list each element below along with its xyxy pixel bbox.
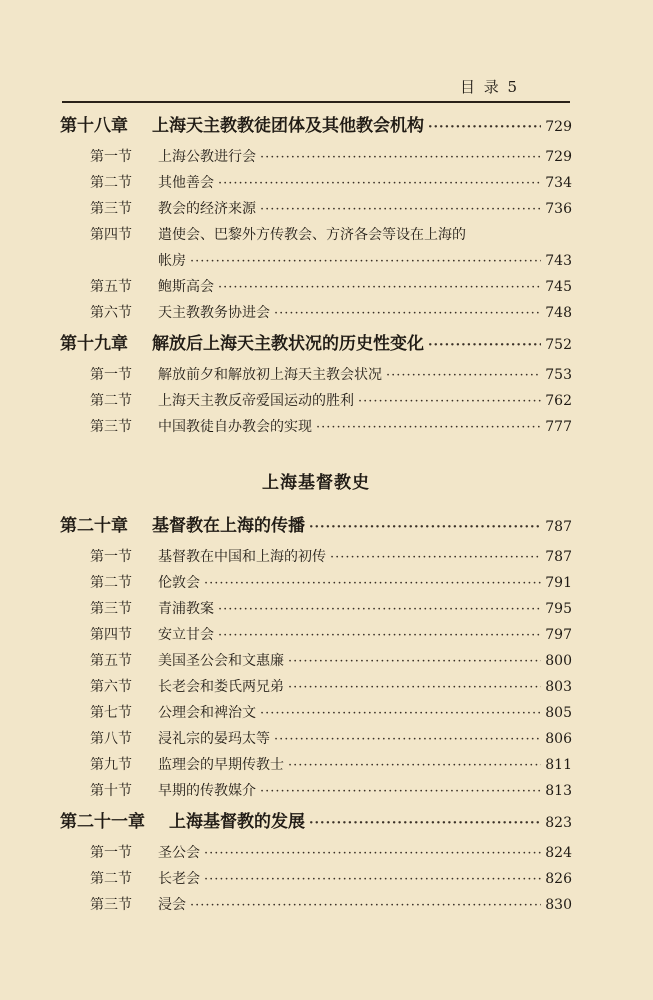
toc-chapter-row	[60, 326, 572, 362]
toc-chapter-row	[60, 508, 572, 544]
section-title: 长老会和娄氏两兄弟	[158, 679, 284, 695]
toc-protestant-section	[60, 508, 572, 918]
toc-chapter-row	[60, 108, 572, 144]
dot-leader	[288, 675, 541, 700]
section-number: 第六节	[90, 679, 132, 695]
page-number: 791	[545, 575, 572, 591]
page-number: 811	[545, 757, 572, 773]
dot-leader	[330, 545, 541, 570]
page-number: 748	[545, 305, 572, 321]
chapter-number: 第十八章	[60, 116, 128, 136]
page-number: 787	[545, 519, 572, 535]
section-number: 第一节	[90, 845, 132, 861]
page-number: 753	[545, 367, 572, 383]
page-number: 734	[545, 175, 572, 191]
section-title: 鲍斯高会	[158, 279, 214, 295]
section-title: 早期的传教媒介	[158, 783, 256, 799]
section-number: 第九节	[90, 757, 132, 773]
page-number: 826	[545, 871, 572, 887]
chapter-title: 基督教在上海的传播	[152, 516, 305, 536]
dot-leader	[288, 753, 541, 778]
section-title: 伦敦会	[158, 575, 200, 591]
page-number: 795	[545, 601, 572, 617]
dot-leader	[316, 415, 541, 440]
toc-section-row	[60, 596, 572, 622]
section-number: 第二节	[90, 175, 132, 191]
section-title: 教会的经济来源	[158, 201, 256, 217]
chapter-number: 第十九章	[60, 334, 128, 354]
section-title: 遣使会、巴黎外方传教会、方济各会等设在上海的	[158, 227, 466, 243]
dot-leader	[309, 510, 541, 544]
dot-leader	[309, 806, 541, 840]
section-title: 长老会	[158, 871, 200, 887]
section-title: 浸会	[158, 897, 186, 913]
toc-section-row	[60, 414, 572, 440]
toc-section-row	[60, 300, 572, 326]
page-number: 736	[545, 201, 572, 217]
section-number: 第三节	[90, 601, 132, 617]
page-number: 830	[545, 897, 572, 913]
toc-section-row	[60, 648, 572, 674]
chapter-title: 解放后上海天主教状况的历史性变化	[152, 334, 424, 354]
page-number: 729	[545, 149, 572, 165]
toc-section-row	[60, 570, 572, 596]
chapter-number: 第二十章	[60, 516, 128, 536]
page-number: 729	[545, 119, 572, 135]
section-number: 第七节	[90, 705, 132, 721]
dot-leader	[428, 110, 541, 144]
section-title: 上海天主教反帝爱国运动的胜利	[158, 393, 354, 409]
dot-leader	[274, 301, 541, 326]
dot-leader	[190, 893, 541, 918]
toc-section-row	[60, 752, 572, 778]
toc-section-row	[60, 726, 572, 752]
dot-leader	[204, 571, 541, 596]
section-number: 第一节	[90, 549, 132, 565]
section-number: 第二节	[90, 575, 132, 591]
page-number: 743	[545, 253, 572, 269]
page-number: 762	[545, 393, 572, 409]
dot-leader	[218, 623, 541, 648]
section-number: 第三节	[90, 897, 132, 913]
section-number: 第四节	[90, 227, 132, 243]
header-rule	[62, 101, 570, 103]
toc-section-row	[60, 248, 572, 274]
page-number: 823	[545, 815, 572, 831]
page-number: 800	[545, 653, 572, 669]
section-title: 青浦教案	[158, 601, 214, 617]
section-number: 第五节	[90, 279, 132, 295]
section-title: 中国教徒自办教会的实现	[158, 419, 312, 435]
dot-leader	[218, 597, 541, 622]
section-title: 基督教在中国和上海的初传	[158, 549, 326, 565]
section-title: 其他善会	[158, 175, 214, 191]
toc-section-row	[60, 544, 572, 570]
toc-section-row	[60, 674, 572, 700]
toc-section-row	[60, 170, 572, 196]
section-number: 第五节	[90, 653, 132, 669]
section-title: 监理会的早期传教士	[158, 757, 284, 773]
dot-leader	[218, 275, 541, 300]
chapter-title: 上海天主教教徒团体及其他教会机构	[152, 116, 424, 136]
section-title-continued: 帐房	[158, 253, 186, 269]
chapter-number: 第二十一章	[60, 812, 145, 832]
dot-leader	[260, 701, 541, 726]
toc-chapter-row	[60, 804, 572, 840]
section-number: 第六节	[90, 305, 132, 321]
part-title: 上海基督教史	[262, 473, 370, 493]
page-number: 787	[545, 549, 572, 565]
toc-section-row	[60, 622, 572, 648]
page-number: 813	[545, 783, 572, 799]
chapter-title: 上海基督教的发展	[169, 812, 305, 832]
section-number: 第四节	[90, 627, 132, 643]
dot-leader	[204, 841, 541, 866]
page-number: 745	[545, 279, 572, 295]
section-number: 第一节	[90, 149, 132, 165]
dot-leader	[204, 867, 541, 892]
section-number: 第八节	[90, 731, 132, 747]
table-of-contents	[60, 108, 572, 918]
toc-catholic-section	[60, 108, 572, 440]
page-number: 797	[545, 627, 572, 643]
page-number: 805	[545, 705, 572, 721]
section-title: 天主教教务协进会	[158, 305, 270, 321]
section-gap	[60, 500, 572, 508]
dot-leader	[428, 328, 541, 362]
toc-section-row	[60, 362, 572, 388]
section-title: 解放前夕和解放初上海天主教会状况	[158, 367, 382, 383]
page-number: 806	[545, 731, 572, 747]
toc-section-row	[60, 892, 572, 918]
toc-section-row	[60, 866, 572, 892]
toc-section-row	[60, 222, 572, 248]
dot-leader	[358, 389, 541, 414]
dot-leader	[260, 145, 541, 170]
section-number: 第三节	[90, 201, 132, 217]
dot-leader	[218, 171, 541, 196]
dot-leader	[260, 197, 541, 222]
dot-leader	[274, 727, 541, 752]
section-title: 美国圣公会和文惠廉	[158, 653, 284, 669]
page-number: 803	[545, 679, 572, 695]
dot-leader	[260, 779, 541, 804]
toc-section-row	[60, 144, 572, 170]
toc-section-row	[60, 778, 572, 804]
section-title: 安立甘会	[158, 627, 214, 643]
section-number: 第二节	[90, 393, 132, 409]
toc-section-row	[60, 840, 572, 866]
section-number: 第三节	[90, 419, 132, 435]
section-title: 公理会和裨治文	[158, 705, 256, 721]
section-number: 第二节	[90, 871, 132, 887]
section-title: 浸礼宗的晏玛太等	[158, 731, 270, 747]
running-head: 目 录 5	[460, 78, 520, 96]
dot-leader	[386, 363, 541, 388]
dot-leader	[190, 249, 541, 274]
toc-section-row	[60, 196, 572, 222]
section-title: 圣公会	[158, 845, 200, 861]
page-number: 752	[545, 337, 572, 353]
section-number: 第十节	[90, 783, 132, 799]
toc-section-row	[60, 700, 572, 726]
section-title: 上海公教进行会	[158, 149, 256, 165]
page-number: 824	[545, 845, 572, 861]
section-number: 第一节	[90, 367, 132, 383]
toc-section-row	[60, 274, 572, 300]
page-number: 777	[545, 419, 572, 435]
toc-section-row	[60, 388, 572, 414]
section-gap	[60, 440, 572, 466]
dot-leader	[288, 649, 541, 674]
